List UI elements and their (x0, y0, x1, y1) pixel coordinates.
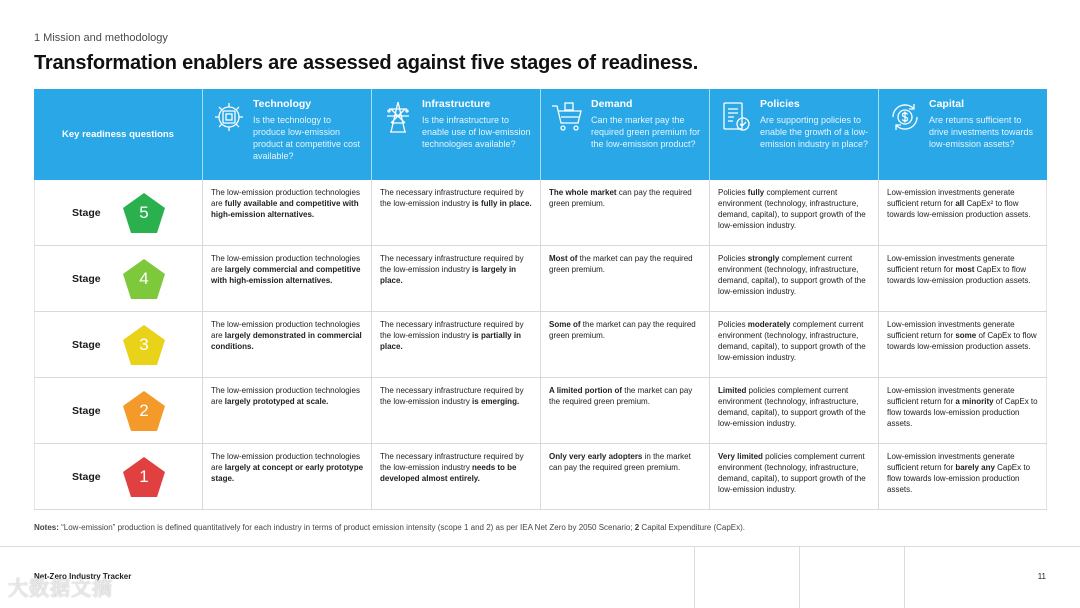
cell-text: The necessary infrastructure required by the low-emission industry (380, 254, 524, 274)
cell-text: The low-emission production technologies are (211, 320, 360, 340)
policy-document-icon (718, 99, 754, 135)
cell-text-bold: moderately (747, 320, 791, 329)
stage-row-3 (34, 312, 1047, 378)
header-column-question: Is the infrastructure to enable use of low-emission technologies available? (422, 115, 531, 149)
header-demand (541, 89, 710, 180)
cell-text-bold: is fully in place. (472, 199, 532, 208)
cell-text-bold: is partially in place. (380, 331, 521, 351)
cell-text-bold: strongly (747, 254, 780, 263)
stage-cell-demand (541, 312, 710, 377)
cell-text-bold: some (955, 331, 977, 340)
cell-text-bold: Limited (718, 386, 747, 395)
stage-label-cell (34, 444, 203, 509)
header-capital (879, 89, 1047, 180)
page-number: 11 (1037, 572, 1046, 581)
cell-text: CapEx to flow towards low-emission production assets. (887, 463, 1031, 494)
footer-brand: Net-Zero Industry Tracker (34, 572, 132, 581)
cell-text: The necessary infrastructure required by the low-emission industry (380, 386, 524, 406)
cell-text-bold: Only very early adopters (549, 452, 643, 461)
page-title: Transformation enablers are assessed against five stages of readiness. (34, 52, 699, 74)
cell-text-bold: is emerging. (472, 397, 520, 406)
stage-number: 1 (139, 466, 149, 486)
stage-pentagon-badge (122, 324, 166, 366)
stage-pentagon-badge (122, 258, 166, 300)
cell-text-bold: A limited portion of (549, 386, 623, 395)
stage-number: 3 (139, 334, 149, 354)
cell-text: Policies (718, 254, 748, 263)
stage-row-1 (34, 444, 1047, 510)
cell-text-bold: largely commercial and competitive with high-emission alternatives. (211, 265, 361, 285)
shopping-cart-icon (549, 99, 585, 135)
cell-text-bold: needs to be developed almost entirely. (380, 463, 517, 483)
cell-text: Policies (718, 188, 748, 197)
cell-text-bold: fully (747, 188, 765, 197)
header-column-question: Can the market pay the required green premium for the low-emission product? (591, 115, 701, 149)
cell-text: policies complement current environment (technology, infrastructure, demand, capital), to support growth of the low-emission industry. (718, 452, 866, 494)
dollar-cycle-icon (887, 99, 923, 135)
stage-cell-demand (541, 444, 710, 509)
stage-cell-policies (710, 312, 879, 377)
cell-text-bold: Most of (549, 254, 578, 263)
notes-label: Notes: (34, 523, 59, 532)
stage-cell-infrastructure (372, 246, 541, 311)
header-column-name: Infrastructure (422, 98, 491, 110)
stage-cell-demand (541, 246, 710, 311)
stage-pentagon-badge (122, 192, 166, 234)
cell-text: CapEx to flow towards low-emission production assets. (887, 265, 1031, 285)
cell-text-bold: largely demonstrated in commercial conditions. (211, 331, 362, 351)
header-column-question: Is the technology to produce low-emission product at competitive cost available? (253, 115, 361, 161)
power-pylon-icon (380, 99, 416, 135)
cell-text: Low-emission investments generate sufficient return for (887, 188, 1015, 208)
stage-label-cell (34, 246, 203, 311)
cell-text: Low-emission investments generate sufficient return for (887, 386, 1015, 406)
footer-divider-col (694, 546, 695, 608)
notes (34, 523, 745, 532)
notes-text: “Low-emission” production is defined quantitatively for each industry in terms of product emission intensity (scope 1 and 2) as per IEA Net Zero by 2050 Scenario; (58, 523, 635, 532)
header-key-questions: Key readiness questions (34, 89, 203, 180)
stage-cell-policies (710, 180, 879, 245)
cell-text: The necessary infrastructure required by the low-emission industry (380, 320, 524, 340)
stage-cell-policies (710, 246, 879, 311)
stage-cell-technology (203, 312, 372, 377)
footer-divider (0, 546, 1080, 547)
readiness-matrix (34, 89, 1047, 510)
header-row (34, 89, 1047, 180)
cell-text: The low-emission production technologies are (211, 254, 360, 274)
stage-label-cell (34, 378, 203, 443)
chip-gear-icon (211, 99, 247, 135)
notes-text-2: Capital Expenditure (CapEx). (639, 523, 746, 532)
stage-pentagon-badge (122, 456, 166, 498)
cell-text-bold: The whole market (549, 188, 617, 197)
cell-text: CapEx² to flow towards low-emission production assets. (887, 199, 1031, 219)
stage-label-cell (34, 312, 203, 377)
stage-cell-infrastructure (372, 312, 541, 377)
cell-text: The low-emission production technologies are (211, 188, 360, 208)
header-column-name: Capital (929, 98, 965, 110)
stage-cell-demand (541, 180, 710, 245)
stage-cell-technology (203, 444, 372, 509)
stage-cell-technology (203, 246, 372, 311)
stage-number: 4 (139, 268, 149, 288)
stage-row-4 (34, 246, 1047, 312)
header-column-name: Technology (253, 98, 312, 110)
cell-text: Low-emission investments generate sufficient return for (887, 254, 1015, 274)
header-column-question: Are returns sufficient to drive investments towards low-emission assets? (929, 115, 1034, 149)
stage-cell-capital (879, 444, 1047, 509)
cell-text: The low-emission production technologies are (211, 452, 360, 472)
cell-text-bold: fully available and competitive with high-emission alternatives. (211, 199, 359, 219)
cell-text: Low-emission investments generate sufficient return for (887, 320, 1015, 340)
stage-cell-infrastructure (372, 444, 541, 509)
stage-word: Stage (72, 470, 101, 483)
stage-word: Stage (72, 206, 101, 219)
cell-text: The necessary infrastructure required by the low-emission industry (380, 452, 524, 472)
watermark: 大数据文摘 (8, 578, 113, 600)
stage-row-5 (34, 180, 1047, 246)
stage-cell-infrastructure (372, 180, 541, 245)
stage-cell-capital (879, 180, 1047, 245)
stage-cell-policies (710, 378, 879, 443)
cell-text-bold: a minority (955, 397, 994, 406)
cell-text: of CapEx to flow towards low-emission production assets. (887, 331, 1037, 351)
header-column-name: Policies (760, 98, 800, 110)
stage-pentagon-badge (122, 390, 166, 432)
stage-cell-technology (203, 378, 372, 443)
cell-text-bold: largely prototyped at scale. (224, 397, 329, 406)
cell-text: policies complement current environment (technology, infrastructure, demand, capital), to support growth of the low-emission industry. (718, 386, 866, 428)
stage-number: 2 (139, 400, 149, 420)
cell-text: complement current environment (technology, infrastructure, demand, capital), to support growth of the low-emission industry. (718, 254, 866, 296)
footer-divider-col (799, 546, 800, 608)
cell-text: complement current environment (technology, infrastructure, demand, capital), to support growth of the low-emission industry. (718, 188, 866, 230)
cell-text: The low-emission production technologies are (211, 386, 360, 406)
cell-text-bold: is largely in place. (380, 265, 517, 285)
cell-text-bold: all (955, 199, 965, 208)
cell-text-bold: Very limited (718, 452, 763, 461)
cell-text: of CapEx to flow towards low-emission production assets. (887, 397, 1038, 428)
cell-text: The necessary infrastructure required by the low-emission industry (380, 188, 524, 208)
cell-text-bold: most (955, 265, 975, 274)
cell-text: the market can pay the required green premium. (549, 320, 696, 340)
cell-text: Policies (718, 320, 748, 329)
stage-number: 5 (139, 202, 149, 222)
cell-text-bold: largely at concept or early prototype stage. (211, 463, 364, 483)
cell-text: the market can pay the required green premium. (549, 254, 693, 274)
stage-cell-capital (879, 312, 1047, 377)
stage-word: Stage (72, 338, 101, 351)
header-column-question: Are supporting policies to enable the growth of a low-emission industry in place? (760, 115, 869, 149)
footer-divider-col (904, 546, 905, 608)
stage-cell-capital (879, 246, 1047, 311)
stage-cell-technology (203, 180, 372, 245)
section-label: 1 Mission and methodology (34, 32, 168, 44)
cell-text: can pay the required green premium. (549, 188, 692, 208)
cell-text: Low-emission investments generate sufficient return for (887, 452, 1015, 472)
stage-cell-infrastructure (372, 378, 541, 443)
notes-footnote-number: 2 (634, 523, 640, 532)
cell-text: in the market can pay the required green premium. (549, 452, 691, 472)
stage-word: Stage (72, 404, 101, 417)
stage-cell-demand (541, 378, 710, 443)
header-column-name: Demand (591, 98, 633, 110)
cell-text-bold: barely any (955, 463, 995, 472)
header-policies (710, 89, 879, 180)
cell-text-bold: Some of (549, 320, 581, 329)
header-technology (203, 89, 372, 180)
stage-cell-capital (879, 378, 1047, 443)
cell-text: the market can pay the required green premium. (549, 386, 693, 406)
cell-text: complement current environment (technology, infrastructure, demand, capital), to support growth of the low-emission industry. (718, 320, 866, 362)
stage-label-cell (34, 180, 203, 245)
header-infrastructure (372, 89, 541, 180)
stage-cell-policies (710, 444, 879, 509)
stage-word: Stage (72, 272, 101, 285)
stage-row-2 (34, 378, 1047, 444)
